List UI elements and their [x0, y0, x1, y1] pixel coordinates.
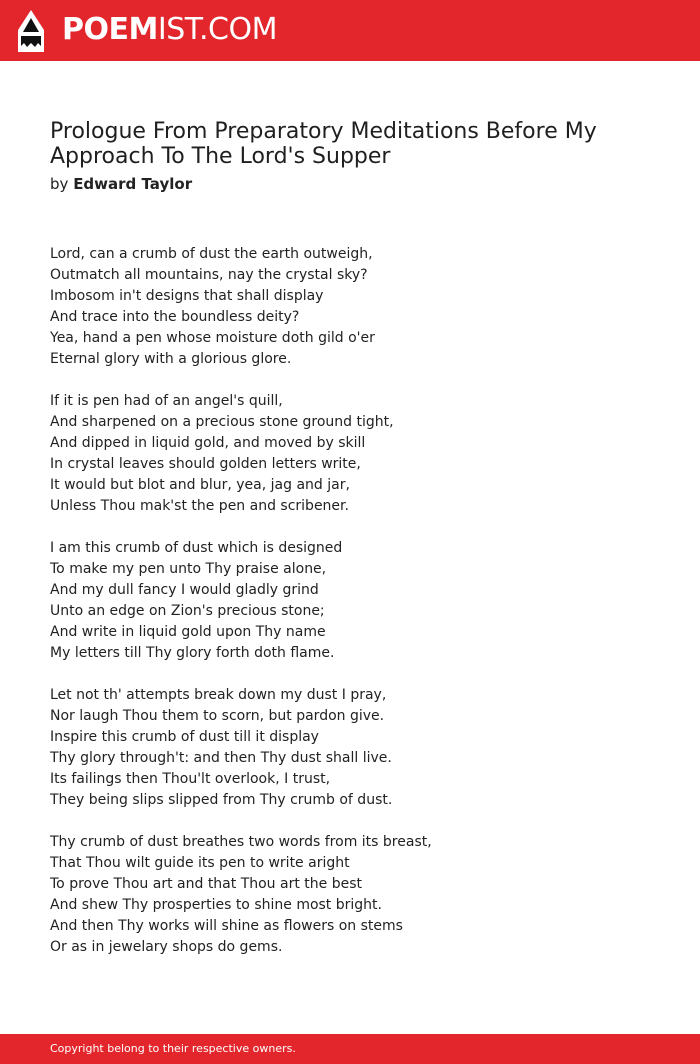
site-footer	[0, 1034, 700, 1064]
site-header	[0, 0, 700, 61]
logo-text-bold: POEM	[62, 12, 158, 47]
byline	[50, 174, 192, 194]
poem-line: Nor laugh Thou them to scorn, but pardon give.	[50, 708, 385, 724]
poem-line: Its failings then Thou'lt overlook, I trust,	[50, 771, 331, 787]
poem-line: Unless Thou mak'st the pen and scribener.	[50, 498, 349, 514]
poem-line: And trace into the boundless deity?	[50, 309, 300, 325]
poem-line: They being slips slipped from Thy crumb of dust.	[50, 792, 393, 808]
stanza	[50, 832, 650, 958]
poem-line: And dipped in liquid gold, and moved by skill	[50, 435, 366, 451]
poem-line: I am this crumb of dust which is designed	[50, 540, 343, 556]
pencil-tip-icon[interactable]	[18, 10, 44, 52]
poem-line: And write in liquid gold upon Thy name	[50, 624, 326, 640]
poem-line: And shew Thy prosperties to shine most bright.	[50, 897, 382, 913]
poem-line: That Thou wilt guide its pen to write aright	[50, 855, 350, 871]
site-logo[interactable]	[62, 12, 277, 48]
poem-line: To prove Thou art and that Thou art the best	[50, 876, 362, 892]
stanza	[50, 244, 650, 370]
poem-line: My letters till Thy glory forth doth flame.	[50, 645, 335, 661]
poem-line: Eternal glory with a glorious glore.	[50, 351, 292, 367]
poem-line: And my dull fancy I would gladly grind	[50, 582, 319, 598]
poem-line: Unto an edge on Zion's precious stone;	[50, 603, 325, 619]
poem-body	[50, 244, 650, 979]
poem-line: Or as in jewelary shops do gems.	[50, 939, 283, 955]
poem-line: Thy glory through't: and then Thy dust shall live.	[50, 750, 392, 766]
poem-line: Imbosom in't designs that shall display	[50, 288, 324, 304]
poem-line: If it is pen had of an angel's quill,	[50, 393, 283, 409]
stanza	[50, 391, 650, 517]
poem-line: Outmatch all mountains, nay the crystal sky?	[50, 267, 368, 283]
poem-line: It would but blot and blur, yea, jag and jar,	[50, 477, 350, 493]
logo-text-light: IST.COM	[157, 12, 277, 47]
author-name: Edward Taylor	[73, 175, 193, 193]
poem-line: Let not th' attempts break down my dust I pray,	[50, 687, 387, 703]
poem-line: Yea, hand a pen whose moisture doth gild o'er	[50, 330, 375, 346]
poem-line: To make my pen unto Thy praise alone,	[50, 561, 327, 577]
poem-line: Lord, can a crumb of dust the earth outweigh,	[50, 246, 373, 262]
poem-line: Inspire this crumb of dust till it display	[50, 729, 319, 745]
poem-line: In crystal leaves should golden letters write,	[50, 456, 361, 472]
poem-line: And then Thy works will shine as flowers on stems	[50, 918, 403, 934]
poem-title: Prologue From Preparatory Meditations Before My Approach To The Lord's Supper	[50, 119, 597, 169]
by-label: by	[50, 175, 69, 193]
stanza	[50, 538, 650, 664]
stanza	[50, 685, 650, 811]
poem-line: Thy crumb of dust breathes two words from its breast,	[50, 834, 432, 850]
poem-line: And sharpened on a precious stone ground tight,	[50, 414, 394, 430]
copyright-notice: Copyright belong to their respective owners.	[50, 1042, 296, 1055]
